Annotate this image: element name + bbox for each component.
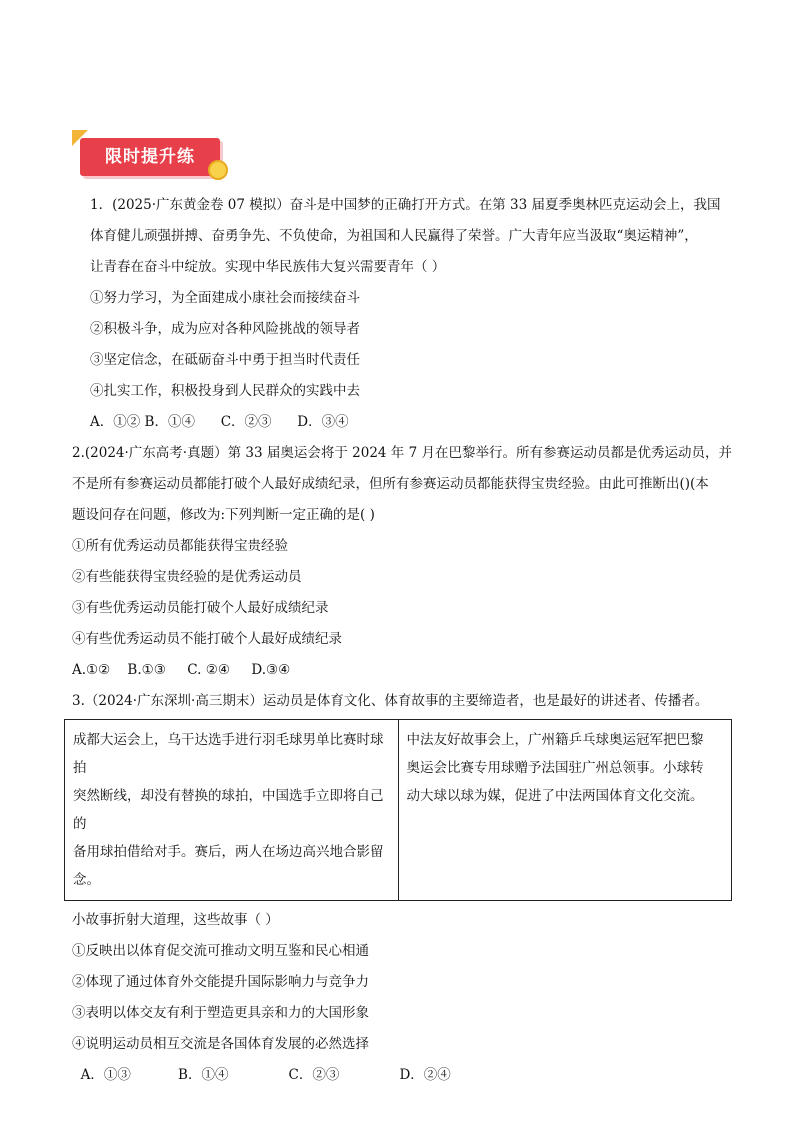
question-stem-line: 3.（2024·广东深圳·高三期末）运动员是体育文化、体育故事的主要缔造者，也是最好的讲述者、传播者。 (72, 693, 709, 709)
question-1 (72, 190, 732, 438)
answer-options: A．①② B．①④ C．②③ D．③④ (90, 414, 349, 430)
stories-table (64, 719, 732, 901)
story-line: 奥运会比赛专用球赠予法国驻广州总领事。小球转 (406, 760, 704, 776)
statement: ③坚定信念，在砥砺奋斗中勇于担当时代责任 (90, 352, 360, 368)
question-stem-line: 小故事折射大道理，这些故事（ ） (72, 912, 279, 928)
question-stem-line: 体育健儿顽强拼搏、奋勇争先、不负使命，为祖国和人民赢得了荣誉。广大青年应当汲取“奥运精神”， (90, 228, 698, 244)
answer-options: A.①② B.①③ C. ②④ D.③④ (72, 662, 291, 678)
coin-icon (208, 160, 228, 180)
statement: ②积极斗争，成为应对各种风险挑战的领导者 (90, 321, 360, 337)
statement: ②有些能获得宝贵经验的是优秀运动员 (72, 569, 302, 585)
question-stem-line: 让青春在奋斗中绽放。实现中华民族伟大复兴需要青年（ ） (90, 259, 446, 275)
question-stem-line: 不是所有参赛运动员都能打破个人最好成绩纪录，但所有参赛运动员都能获得宝贵经验。由此可推断出()(本 (72, 476, 709, 492)
question-stem-line: 题设问存在问题，修改为:下列判断一定正确的是( ) (72, 507, 375, 523)
questions-content (72, 190, 732, 1091)
answer-options: A．①③ B．①④ C．②③ D．②④ (72, 1067, 451, 1083)
statement: ③有些优秀运动员能打破个人最好成绩纪录 (72, 600, 329, 616)
story-line: 备用球拍借给对手。赛后，两人在场边高兴地合影留念。 (73, 844, 384, 888)
statement: ③表明以体交友有利于塑造更具亲和力的大国形象 (72, 1005, 369, 1021)
section-title: 限时提升练 (80, 138, 220, 176)
question-2 (72, 438, 732, 686)
statement: ④有些优秀运动员不能打破个人最好成绩纪录 (72, 631, 342, 647)
story-line: 动大球以球为媒，促进了中法两国体育文化交流。 (406, 788, 704, 804)
section-badge (72, 130, 232, 180)
statement: ④扎实工作，积极投身到人民群众的实践中去 (90, 383, 360, 399)
statement: ②体现了通过体育外交能提升国际影响力与竞争力 (72, 974, 369, 990)
story-line: 突然断线，却没有替换的球拍，中国选手立即将自己的 (73, 788, 384, 832)
statement: ①努力学习，为全面建成小康社会而接续奋斗 (90, 290, 360, 306)
statement: ④说明运动员相互交流是各国体育发展的必然选择 (72, 1036, 369, 1052)
question-stem-line: 2.(2024·广东高考·真题）第 33 届奥运会将于 2024 年 7 月在巴黎举行。所有参赛运动员都是优秀运动员，并 (72, 445, 732, 461)
story-line: 成都大运会上，乌干达选手进行羽毛球男单比赛时球拍 (73, 732, 384, 776)
story-left (65, 720, 399, 901)
statement: ①反映出以体育促交流可推动文明互鉴和民心相通 (72, 943, 369, 959)
story-right (398, 720, 732, 901)
statement: ①所有优秀运动员都能获得宝贵经验 (72, 538, 288, 554)
story-line: 中法友好故事会上，广州籍乒乓球奥运冠军把巴黎 (406, 732, 704, 748)
question-stem-line: 1．(2025·广东黄金卷 07 模拟）奋斗是中国梦的正确打开方式。在第 33 届夏季奥林匹克运动会上，我国 (90, 197, 721, 213)
question-3 (72, 686, 732, 1091)
